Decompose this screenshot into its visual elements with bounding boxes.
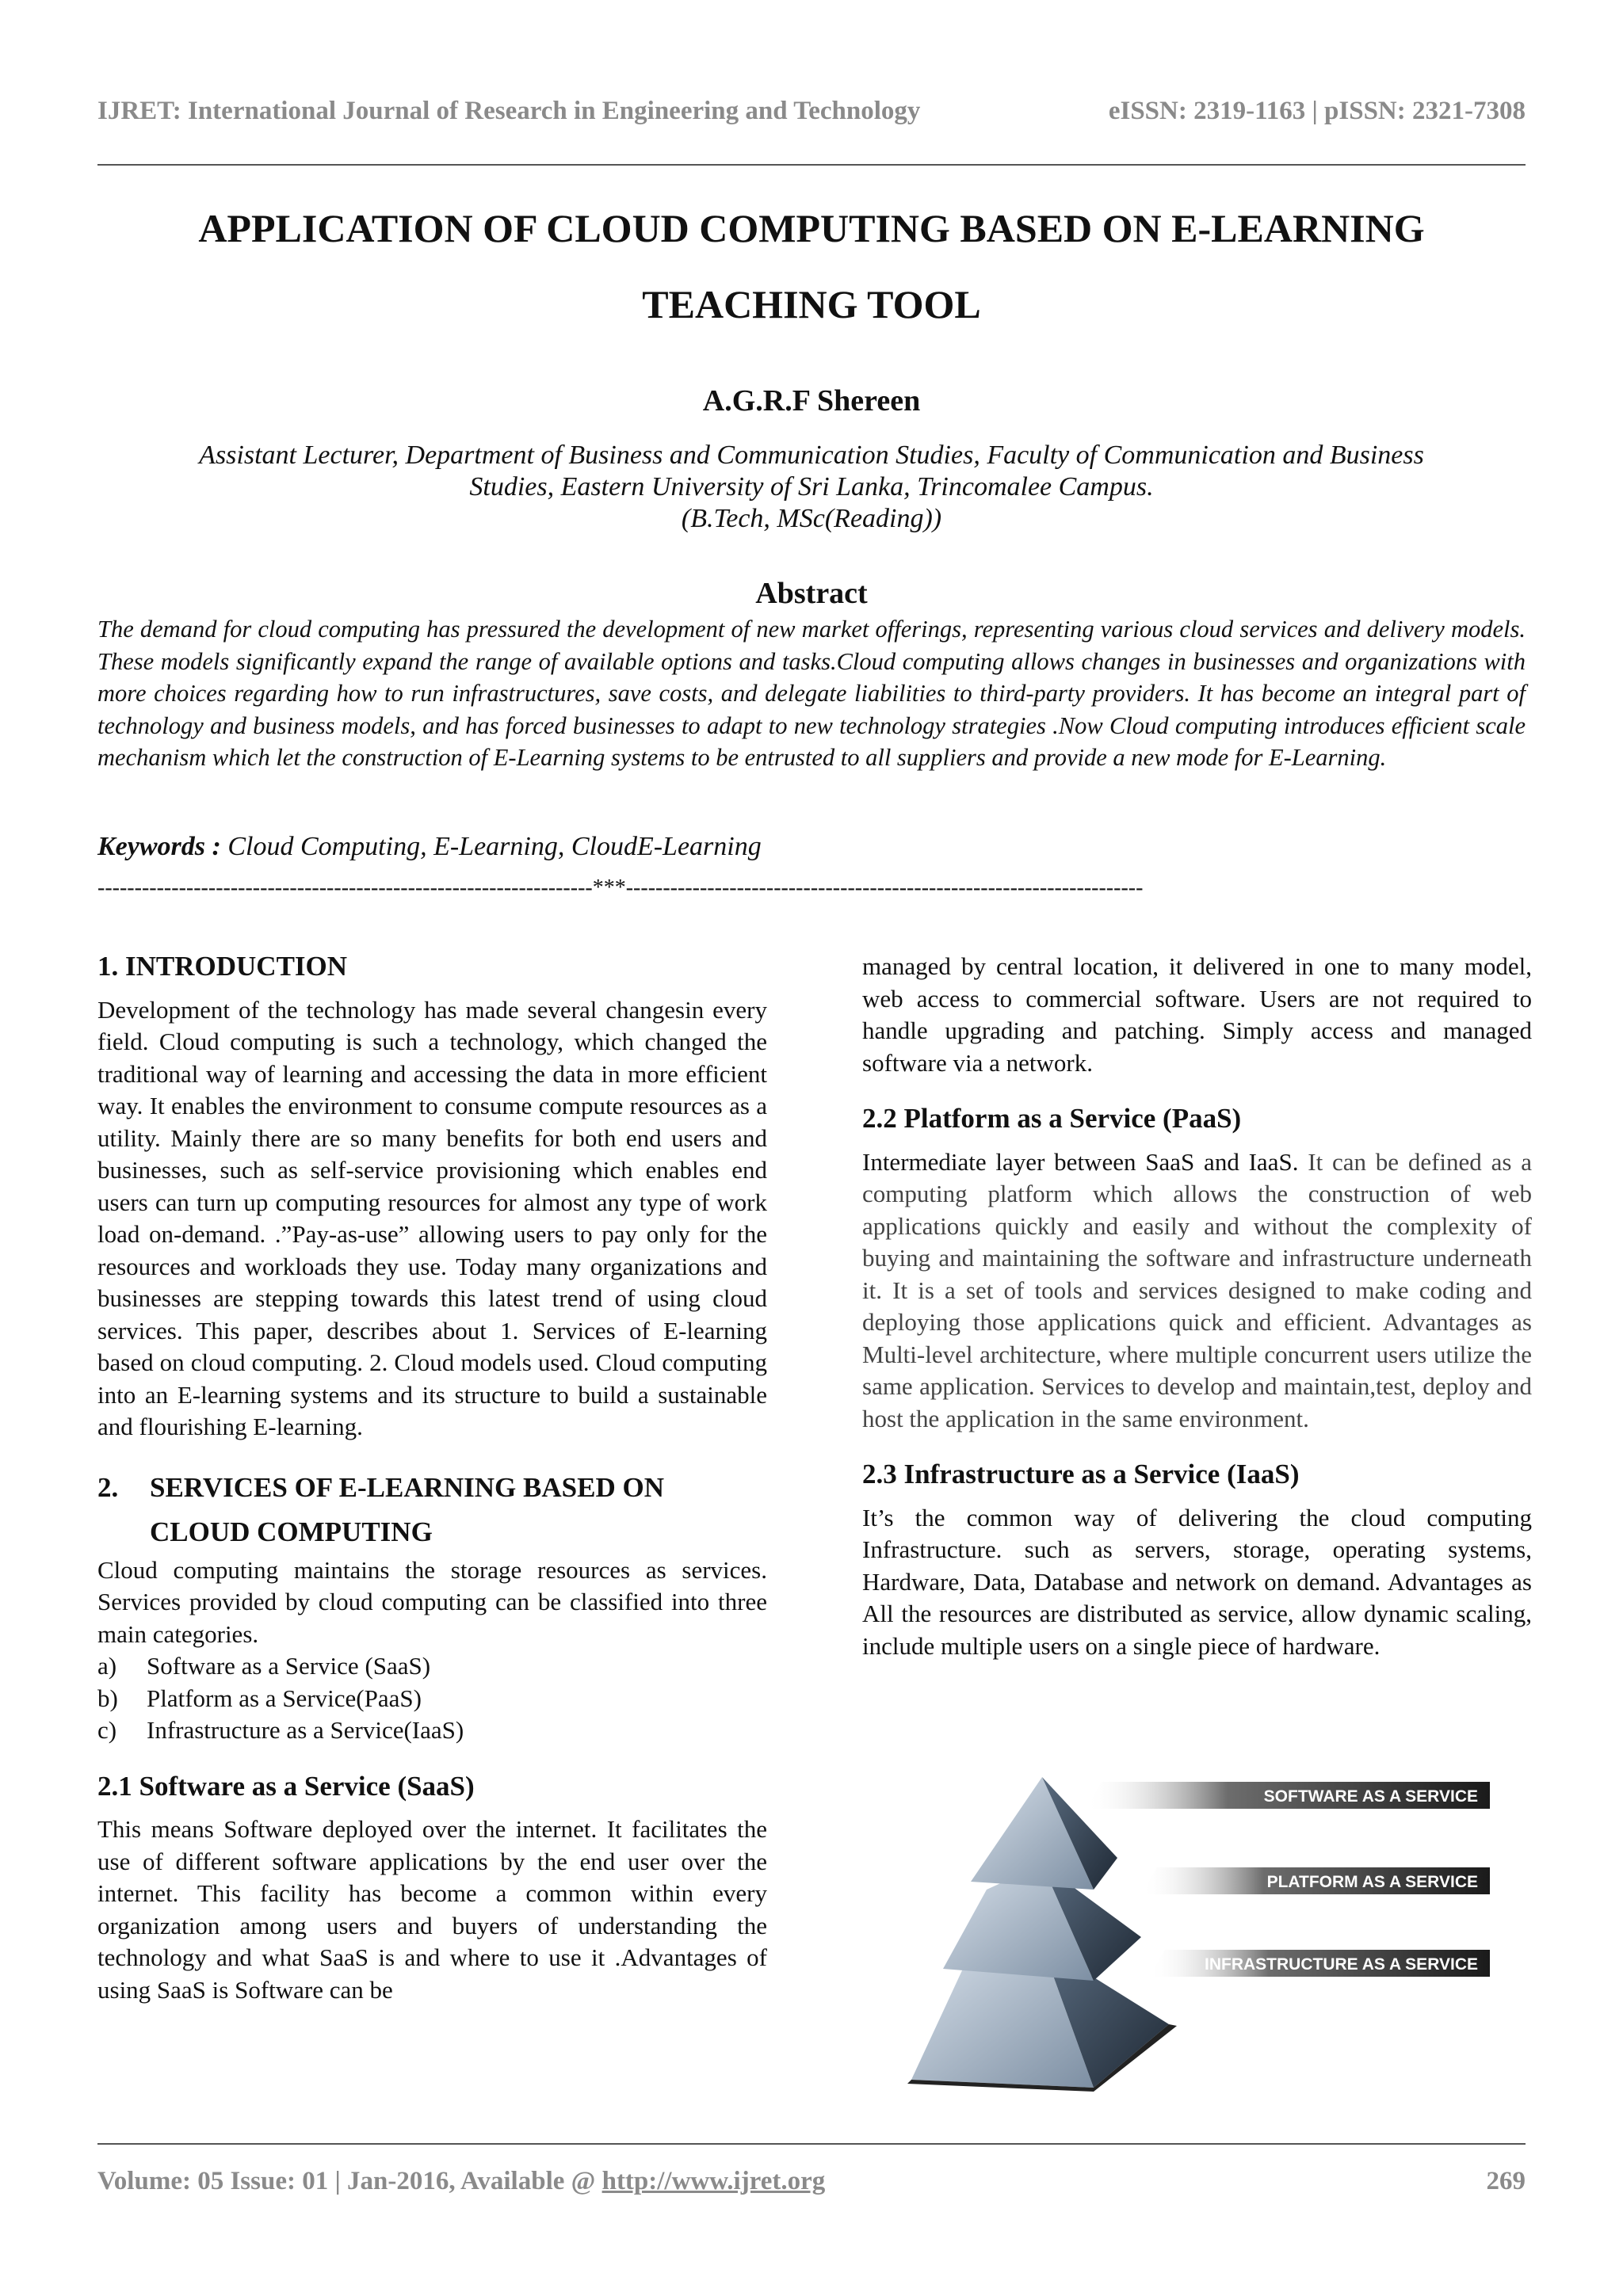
section-separator: -------------------------------------------------------------------***---------------------------------------------------------------------- [97,875,1144,900]
keywords [97,832,762,862]
affiliation-line-2: Studies, Eastern University of Sri Lanka, Trincomalee Campus. [469,472,1154,502]
footer-rule [97,2143,1526,2145]
section-2-2-lead: Intermediate layer between SaaS and IaaS. [862,1147,1299,1176]
header-rule [97,164,1526,166]
title-line-1: APPLICATION OF CLOUD COMPUTING BASED ON E-LEARNING [198,206,1425,250]
list-marker: a) [97,1652,117,1680]
section-2-title [150,1466,664,1554]
label-infrastructure-as-a-service: INFRASTRUCTURE AS A SERVICE [1205,1955,1478,1974]
author-name: A.G.R.F Shereen [702,384,921,418]
affiliation-line-1: Assistant Lecturer, Department of Business and Communication Studies, Faculty of Communication and Business [199,441,1424,470]
list-item [97,1650,767,1683]
title-line-2: TEACHING TOOL [642,282,981,326]
section-2-text: Cloud computing maintains the storage resources as services. Services provided by cloud computing can be classified into three main categories. [97,1555,767,1648]
section-2-3-text: It’s the common way of delivering the cloud computing Infrastructure. such as servers, storage, operating systems, Hardware, Data, Database and network on demand. Advantages as All the resources are distributed as service, allow dynamic scaling, include multiple users on a single piece of hardware. [862,1503,1532,1660]
section-2-2-text [862,1146,1532,1436]
section-2-3-heading: 2.3 Infrastructure as a Service (IaaS) [862,1459,1300,1489]
list-text: Platform as a Service(PaaS) [147,1684,422,1712]
section-2-title-line-2: CLOUD COMPUTING [150,1516,433,1547]
list-item [97,1683,767,1715]
keywords-text: Cloud Computing, E-Learning, CloudE-Learning [220,832,762,861]
list-text: Infrastructure as a Service(IaaS) [147,1716,464,1744]
section-2-heading [97,1466,767,1554]
paper-title [97,190,1526,342]
issn: eISSN: 2319-1163 | pISSN: 2321-7308 [1108,97,1526,125]
list-marker: c) [97,1716,117,1744]
abstract-heading: Abstract [755,577,868,610]
label-platform-as-a-service: PLATFORM AS A SERVICE [1266,1873,1478,1891]
affiliation-line-3: (B.Tech, MSc(Reading)) [681,504,942,533]
list-marker: b) [97,1684,118,1712]
list-item [97,1714,767,1747]
page-number: 269 [1486,2167,1526,2195]
affiliation [97,440,1526,535]
journal-link[interactable]: http://www.ijret.org [601,2167,826,2195]
section-2-2-body: It can be defined as a computing platform which allows the construction of web applications quickly and easily and without the complexity of buying and maintaining the software and infrastructure underneath it. It is a set of tools and services designed to make coding and deploying those applications quick and efficient. Advantages as Multi-level architecture, where multiple concurrent users utilize the same application. Services to develop and maintain,test, deploy and host the application in the same environment. [862,1147,1532,1432]
cloud-service-pyramid-figure [903,1771,1490,2092]
footer-volume-text: Volume: 05 Issue: 01 | Jan-2016, Available @ [97,2167,602,2195]
label-software-as-a-service: SOFTWARE AS A SERVICE [1263,1787,1478,1806]
footer-volume [97,2167,825,2196]
left-column [97,951,767,2006]
section-2-1-heading: 2.1 Software as a Service (SaaS) [97,1770,475,1802]
section-2-1-text: This means Software deployed over the internet. It facilitates the use of different software applications by the end user over the internet. This facility has become a common within every organization among users and buyers of understanding the technology and what SaaS is and where to use it .Advantages of using SaaS is Software can be [97,1815,767,2004]
section-2-2-heading: 2.2 Platform as a Service (PaaS) [862,1103,1242,1134]
section-2-title-line-1: SERVICES OF E-LEARNING BASED ON [150,1471,664,1503]
intro-text: Development of the technology has made several changesin every field. Cloud computing is such a technology, which changed the traditional way of learning and accessing the data in more efficient way. It enables the environment to consume compute resources as a utility. Mainly there are so many benefits for both end users and businesses, such as self-service provisioning which enables end users can turn up computing resources for almost any type of work load on-demand. .”Pay-as-use” allowing users to pay only for the resources and workloads they use. Today many organizations and businesses are stepping towards this latest trend of using cloud services. This paper, describes about 1. Services of E-learning based on cloud computing. 2. Cloud models used. Cloud computing into an E-learning systems and its structure to build a sustainable and flourishing E-learning. [97,995,767,1440]
intro-heading: 1. INTRODUCTION [97,951,348,982]
service-list [97,1650,767,1747]
right-column [862,951,1532,1662]
section-2-number: 2. [97,1471,119,1503]
list-text: Software as a Service (SaaS) [147,1652,431,1680]
abstract-text: The demand for cloud computing has pressured the development of new market offerings, representing various cloud services and delivery models. These models significantly expand the range of available options and tasks.Cloud computing allows changes in businesses and organizations with more choices regarding how to run infrastructures, save costs, and delegate liabilities to third-party providers. It has become an integral part of technology and business models, and has forced businesses to adapt to new technology strategies .Now Cloud computing introduces efficient scale mechanism which let the construction of E-Learning systems to be entrusted to all suppliers and provide a new mode for E-Learning. [97,616,1526,771]
journal-name: IJRET: International Journal of Research in Engineering and Technology [97,97,921,125]
section-2-1-continued: managed by central location, it delivered in one to many model, web access to commercial software. Users are not required to handle upgrading and patching. Simply access and managed software via a network. [862,952,1532,1077]
keywords-label: Keywords : [97,832,221,861]
